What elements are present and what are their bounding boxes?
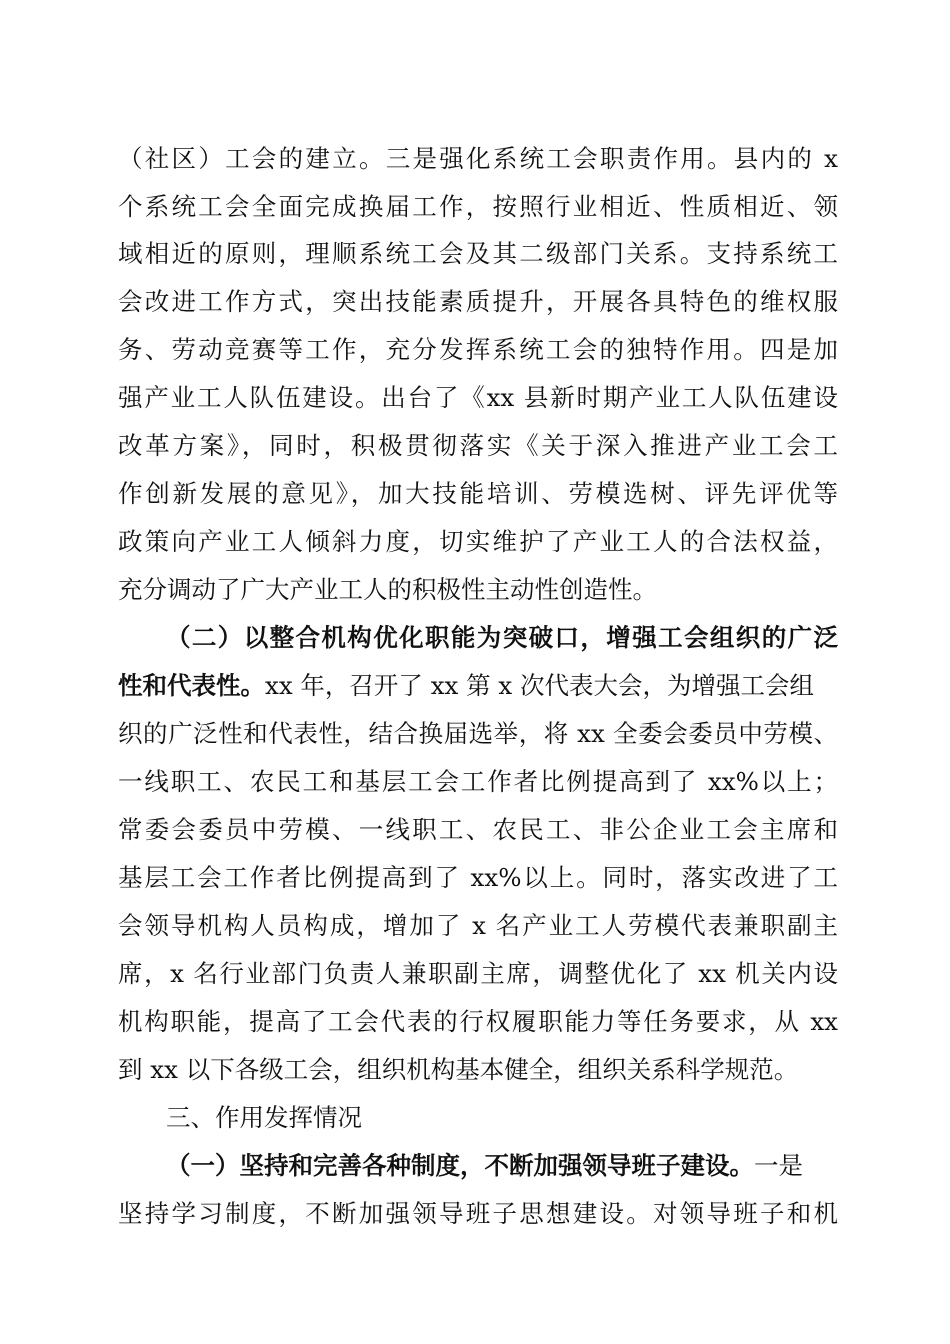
body-text-line: 席，x 名行业部门负责人兼职副主席，调整优化了 xx 机关内设 — [118, 959, 838, 988]
body-text-line: 到 xx 以下各级工会，组织机构基本健全，组织关系科学规范。 — [118, 1055, 799, 1084]
body-text-fragment: xx 年，召开了 xx 第 x 次代表大会，为增强工会组 — [265, 671, 815, 700]
section-heading: 三、作用发挥情况 — [166, 1103, 362, 1132]
body-text-line: 域相近的原则，理顺系统工会及其二级部门关系。支持系统工 — [118, 239, 838, 268]
body-text-line: 机构职能，提高了工会代表的行权履职能力等任务要求，从 xx — [118, 1007, 838, 1036]
body-text-line: 一线职工、农民工和基层工会工作者比例提高到了 xx%以上； — [118, 767, 838, 796]
body-text-line: 会改进工作方式，突出技能素质提升，开展各具特色的维权服 — [118, 287, 838, 316]
body-text-line: 坚持学习制度，不断加强领导班子思想建设。对领导班子和机 — [118, 1199, 838, 1228]
body-text-line: 作创新发展的意见》，加大技能培训、劳模选树、评先评优等 — [118, 479, 838, 508]
body-text-line: （社区）工会的建立。三是强化系统工会职责作用。县内的 x — [118, 144, 838, 173]
body-text-line: 务、劳动竞赛等工作，充分发挥系统工会的独特作用。四是加 — [118, 335, 838, 364]
body-text-line: 改革方案》，同时，积极贯彻落实《关于深入推进产业工会工 — [118, 431, 838, 460]
subsection-heading: （一）坚持和完善各种制度，不断加强领导班子建设。 — [166, 1151, 754, 1180]
body-text-line: 会领导机构人员构成，增加了 x 名产业工人劳模代表兼职副主 — [118, 911, 838, 940]
body-text-line: 常委会委员中劳模、一线职工、农民工、非公企业工会主席和 — [118, 815, 838, 844]
body-text-line: 强产业工人队伍建设。出台了《xx 县新时期产业工人队伍建设 — [118, 383, 838, 412]
subsection-heading-line — [166, 1144, 838, 1188]
body-text-line: 充分调动了广大产业工人的积极性主动性创造性。 — [118, 575, 657, 604]
body-text-line: 个系统工会全面完成换届工作，按照行业相近、性质相近、领 — [118, 192, 838, 221]
subsection-heading-continued — [118, 664, 838, 708]
body-text-fragment: 一是 — [754, 1151, 803, 1180]
subsection-heading: （二）以整合机构优化职能为突破口，增强工会组织的广泛 — [166, 623, 838, 652]
subsection-heading-tail: 性和代表性。 — [118, 671, 265, 700]
body-text-line: 基层工会工作者比例提高到了 xx%以上。同时，落实改进了工 — [118, 863, 838, 892]
body-text-line: 织的广泛性和代表性，结合换届选举，将 xx 全委会委员中劳模、 — [118, 719, 838, 748]
body-text-line: 政策向产业工人倾斜力度，切实维护了产业工人的合法权益， — [118, 527, 838, 556]
